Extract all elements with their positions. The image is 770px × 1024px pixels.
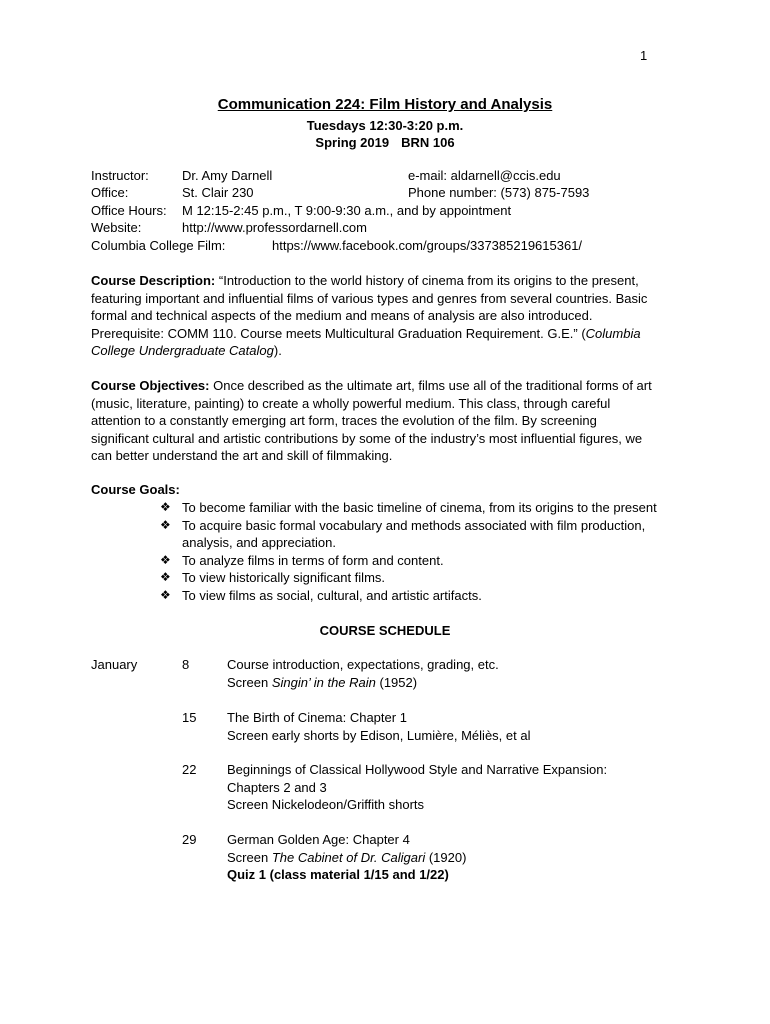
description-label: Course Description: [91,273,216,288]
schedule-day: 8 [182,657,190,672]
office-label: Office: [91,185,129,200]
diamond-bullet-icon: ❖ [160,588,171,602]
film-group-label: Columbia College Film: [91,238,226,253]
instructor-email: e-mail: aldarnell@ccis.edu [408,168,561,183]
quiz-note: Quiz 1 (class material 1/15 and 1/22) [227,867,449,882]
objectives-line: (music, literature, painting) to create a wholly powerful medium. This class, through careful [91,395,611,411]
objectives-line: attention to a constantly emerging art form, traces the evolution of the film. By screening [91,413,597,428]
diamond-bullet-icon: ❖ [160,553,171,567]
office-hours-value: M 12:15-2:45 p.m., T 9:00-9:30 a.m., and by appointment [182,203,512,218]
website-label: Website: [91,220,142,235]
description-line: featuring important and influential films of various types and genres from several countries. Basic [91,290,648,306]
course-title: Communication 224: Film History and Analysis [217,96,553,113]
goals-label: Course Goals: [91,482,180,497]
description-line: Prerequisite: COMM 110. Course meets Multicultural Graduation Requirement. G.E.” (Columbia [91,325,641,341]
course-description [91,272,681,360]
schedule-month: January [91,657,138,672]
office-hours-label: Office Hours: [91,203,167,218]
description-line: College Undergraduate Catalog). [91,343,282,358]
objectives-label: Course Objectives: [91,378,210,393]
room: BRN 106 [401,135,455,150]
diamond-bullet-icon: ❖ [160,518,171,532]
diamond-bullet-icon: ❖ [160,570,171,584]
schedule-day: 29 [182,832,197,847]
schedule-heading: COURSE SCHEDULE [319,623,451,638]
schedule-entry: Course introduction, expectations, grading, etc. Screen Singin’ in the Rain (1952) [227,657,499,690]
schedule-entry: The Birth of Cinema: Chapter 1 Screen early shorts by Edison, Lumière, Méliès, et al [227,710,531,743]
diamond-bullet-icon: ❖ [160,500,171,514]
term: Spring 2019 [315,135,390,150]
schedule-day: 15 [182,710,197,725]
office-value: St. Clair 230 [182,185,254,200]
objectives-line: Course Objectives: Once described as the ultimate art, films use all of the traditional forms of art [91,378,652,393]
film-group-link[interactable]: https://www.facebook.com/groups/337385219615361/ [272,238,583,253]
objectives-line: significant cultural and artistic contributions by some of the industry’s most influential figures, we [91,430,643,446]
term-room [0,135,770,150]
schedule-day: 22 [182,762,197,777]
syllabus-page: 1 Communication 224: Film History and Analysis Tuesdays 12:30-3:20 p.m. Spring 2019 BRN 106 Instructor: Dr. Amy Darnell e-mail: aldarnell@ccis.edu Office: St. Clair 230 Phone number: (573) 875-7593 Office Hours: M 12:15-2:45 p.m., T 9:00-9:30 a.m., and by appointment Website: http://www.professordarnell.com Columbia College Film: https://www.facebook.com/groups/337385219615361/ Course Description: “Introduction to the world history of cinema from its origins to the present, featuring important and influential films of various types and genres from several countries. Basic formal and technical aspects of the medium and means of analysis are also introduced. Prerequisite: COMM 110. Course meets Multicultural Graduation Requirement. G.E.” (Columbia College Undergraduate Catalog). Course Objectives: Once described as the ultimate art, films use all of the traditional forms of art (music, literature, painting) to create a wholly powerful medium. This class, through careful attention to a constantly emerging art form, traces the evolution of the film. By screening significant cultural and artistic contributions by some of the industry’s most influential figures, we can better understand the art and skill of filmmaking. Course Goals: ❖ To become familiar with the basic timeline of cinema, from its origins to the present ❖ To acquire basic formal vocabulary and methods associated with film production, analysis, and appreciation. ❖ To analyze films in terms of form and content. ❖ To view historically significant films. ❖ To view films as social, cultural, and artistic artifacts. COURSE SCHEDULE January 8 Course introduction, expectations, grading, etc. Screen Singin’ in the Rain (1952) 15 The Birth of Cinema: Chapter 1 Screen early shorts by Edison, Lumière, Méliès, et al 22 Beginnings of Classical Hollywood Style and Narrative Expansion: Chapters 2 and 3 Screen Nickelodeon/Griffith shorts 29 German Golden Age: Chapter 4 Screen The Cabinet of Dr. Caligari (1920) Quiz 1 (class material 1/15 and 1/22) [0,0,770,1024]
schedule-entry: German Golden Age: Chapter 4 Screen The Cabinet of Dr. Caligari (1920) Quiz 1 (class material 1/15 and 1/22) [227,832,467,882]
description-line: Course Description: “Introduction to the world history of cinema from its origins to the present, [91,273,639,288]
website-link[interactable]: http://www.professordarnell.com [182,220,367,235]
page-number: 1 [640,48,648,63]
instructor-label: Instructor: [91,168,149,183]
course-objectives [91,377,681,465]
instructor-value: Dr. Amy Darnell [182,168,273,183]
schedule-entry: Beginnings of Classical Hollywood Style and Narrative Expansion: Chapters 2 and 3 Screen Nickelodeon/Griffith shorts [227,762,608,812]
description-line: formal and technical aspects of the medium and means of analysis are also introduced. [91,308,593,323]
phone-number: Phone number: (573) 875-7593 [408,185,590,200]
objectives-line: can better understand the art and skill of filmmaking. [91,448,393,463]
meeting-time: Tuesdays 12:30-3:20 p.m. [306,118,464,133]
